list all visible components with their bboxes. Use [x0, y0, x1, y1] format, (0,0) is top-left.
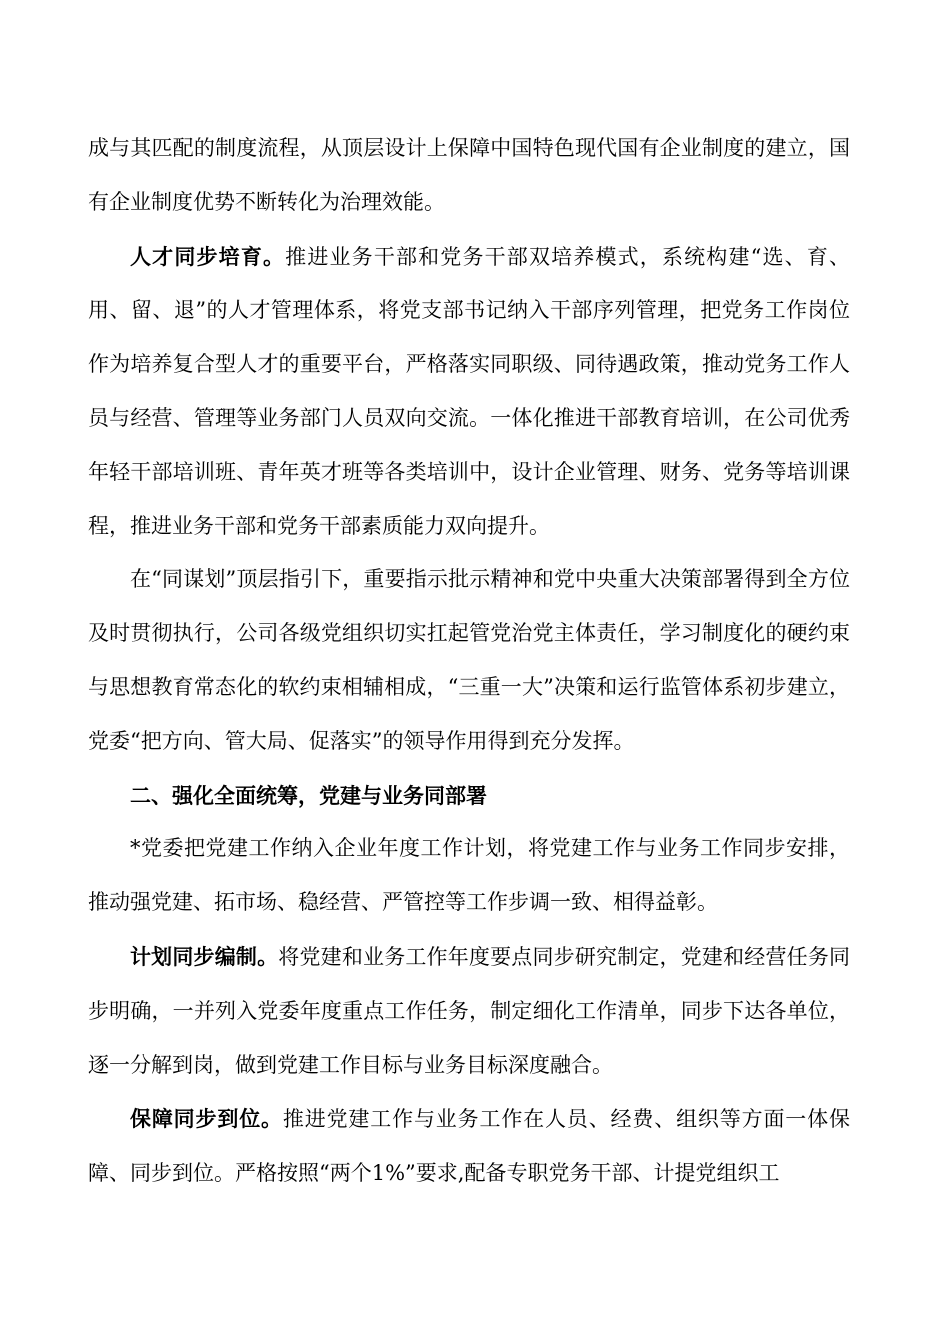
paragraph-planning-summary	[88, 553, 850, 768]
paragraph-continuation	[88, 122, 850, 230]
section-heading: 二、强化全面统筹，党建与业务同部署	[130, 782, 487, 808]
paragraph-text: 推进党建工作与业务工作在人员、经费、组织等方面一体保障、同步到位。严格按照“两个1%”要求,配备专职党务干部、计提党组织工	[88, 1107, 850, 1186]
paragraph-plan-sync	[88, 930, 850, 1092]
paragraph-text: 推进业务干部和党务干部双培养模式，系统构建“选、育、用、留、退”的人才管理体系，将党支部书记纳入干部序列管理，把党务工作岗位作为培养复合型人才的重要平台，严格落实同职级、同待遇政策，推动党务工作人员与经营、管理等业务部门人员双向交流。一体化推进干部教育培训，在公司优秀年轻干部培训班、青年英才班等各类培训中，设计企业管理、财务、党务等培训课程，推进业务干部和党务干部素质能力双向提升。	[88, 244, 851, 538]
paragraph-lead: 计划同步编制。	[130, 943, 279, 969]
paragraph-talent-training	[88, 230, 850, 554]
paragraph-lead: 保障同步到位。	[130, 1106, 283, 1132]
paragraph-text: *党委把党建工作纳入企业年度工作计划，将党建工作与业务工作同步安排，推动强党建、拓市场、稳经营、严管控等工作步调一致、相得益彰。	[88, 836, 850, 915]
paragraph-text: 将党建和业务工作年度要点同步研究制定，党建和经营任务同步明确，一并列入党委年度重点工作任务，制定细化工作清单，同步下达各单位，逐一分解到岗，做到党建工作目标与业务目标深度融合。	[88, 944, 851, 1077]
document-page	[88, 122, 850, 1201]
paragraph-intro	[88, 822, 850, 930]
paragraph-text: 成与其匹配的制度流程，从顶层设计上保障中国特色现代国有企业制度的建立，国有企业制度优势不断转化为治理效能。	[88, 136, 850, 214]
paragraph-guarantee-sync	[88, 1092, 850, 1201]
paragraph-lead: 人才同步培育。	[130, 243, 286, 269]
paragraph-text: 在“同谋划”顶层指引下，重要指示批示精神和党中央重大决策部署得到全方位及时贯彻执行，公司各级党组织切实扛起管党治党主体责任，学习制度化的硬约束与思想教育常态化的软约束相辅相成，“三重一大”决策和运行监管体系初步建立，党委“把方向、管大局、促落实”的领导作用得到充分发挥。	[88, 567, 850, 753]
